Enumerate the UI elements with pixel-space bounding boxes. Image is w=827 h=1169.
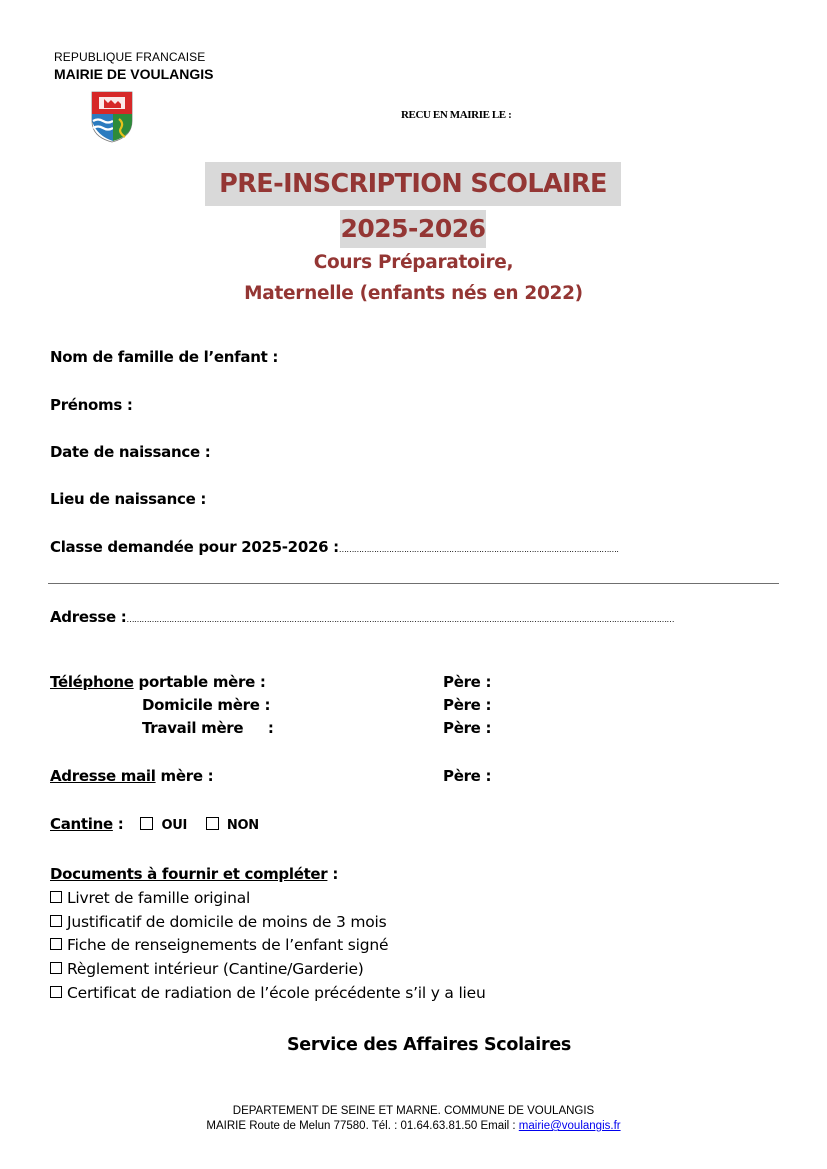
telephone-domicile-pere: Père : [443,696,492,714]
field-lieu: Lieu de naissance : [50,490,207,508]
field-classe-label: Classe demandée pour 2025-2026 : [50,538,339,556]
footer-line-2 [0,1120,827,1132]
document-item [50,936,388,954]
footer-line-1: DEPARTEMENT DE SEINE ET MARNE. COMMUNE DE VOULANGIS [232,1105,595,1117]
subtitle-cp: Cours Préparatoire, [313,252,514,273]
mail-pere: Père : [443,767,492,785]
divider [48,583,779,584]
subtitle-maternelle: Maternelle (enfants nés en 2022) [244,283,583,304]
telephone-portable [50,673,266,691]
mail-mere [50,767,213,785]
mail-mere-label: mère : [155,767,214,785]
telephone-label: Téléphone [50,673,134,691]
checkbox-icon[interactable] [50,938,62,950]
telephone-portable-pere: Père : [443,673,492,691]
field-prenoms: Prénoms : [50,396,133,414]
documents-colon: : [327,865,339,883]
coat-of-arms-icon [91,91,133,143]
document-item [50,913,387,931]
country-label: REPUBLIQUE FRANCAISE [54,50,206,64]
received-stamp-label: RECU EN MAIRIE LE : [401,109,512,121]
mail-label: Adresse mail [50,767,156,785]
document-item [50,889,250,907]
cantine-label: Cantine [50,815,113,833]
telephone-portable-label: portable mère : [133,673,266,691]
document-item-label: Livret de famille original [67,889,251,907]
telephone-domicile: Domicile mère : [142,696,271,714]
cantine-oui-checkbox[interactable] [140,817,153,830]
document-item [50,984,486,1002]
checkbox-icon[interactable] [50,915,62,927]
telephone-travail-pere: Père : [443,719,492,737]
service-signature: Service des Affaires Scolaires [286,1035,572,1055]
checkbox-icon[interactable] [50,986,62,998]
school-year: 2025-2026 [340,210,486,248]
cantine-non-checkbox[interactable] [206,817,219,830]
field-adresse [50,608,778,626]
mairie-label: MAIRIE DE VOULANGIS [54,66,214,82]
document-item-label: Certificat de radiation de l’école précédente s’il y a lieu [67,984,486,1002]
checkbox-icon[interactable] [50,891,62,903]
cantine-colon: : [112,815,124,833]
footer-address: MAIRIE Route de Melun 77580. Tél. : 01.64.63.81.50 Email : [206,1120,519,1132]
checkbox-icon[interactable] [50,962,62,974]
field-classe [50,538,618,556]
cantine-oui-label: OUI [161,818,187,833]
field-naissance: Date de naissance : [50,443,211,461]
field-nom: Nom de famille de l’enfant : [50,348,279,366]
page-title: PRE-INSCRIPTION SCOLAIRE [205,162,621,206]
cantine-row [50,815,259,833]
document-item-label: Justificatif de domicile de moins de 3 mois [67,913,387,931]
documents-title-label: Documents à fournir et compléter [50,865,328,883]
cantine-non-label: NON [226,818,259,833]
footer-email-link[interactable]: mairie@voulangis.fr [518,1120,621,1132]
document-item-label: Règlement intérieur (Cantine/Garderie) [67,960,364,978]
document-item-label: Fiche de renseignements de l’enfant signé [67,936,389,954]
field-classe-dots: …………………………………………………………………………………………………. [338,545,619,554]
document-item [50,960,364,978]
field-adresse-dots: ………………………………………………………………………………………………………………………………………………………………………………………………… [126,615,674,624]
documents-title [50,865,338,883]
telephone-travail: Travail mère : [142,719,274,737]
field-adresse-label: Adresse : [50,608,127,626]
